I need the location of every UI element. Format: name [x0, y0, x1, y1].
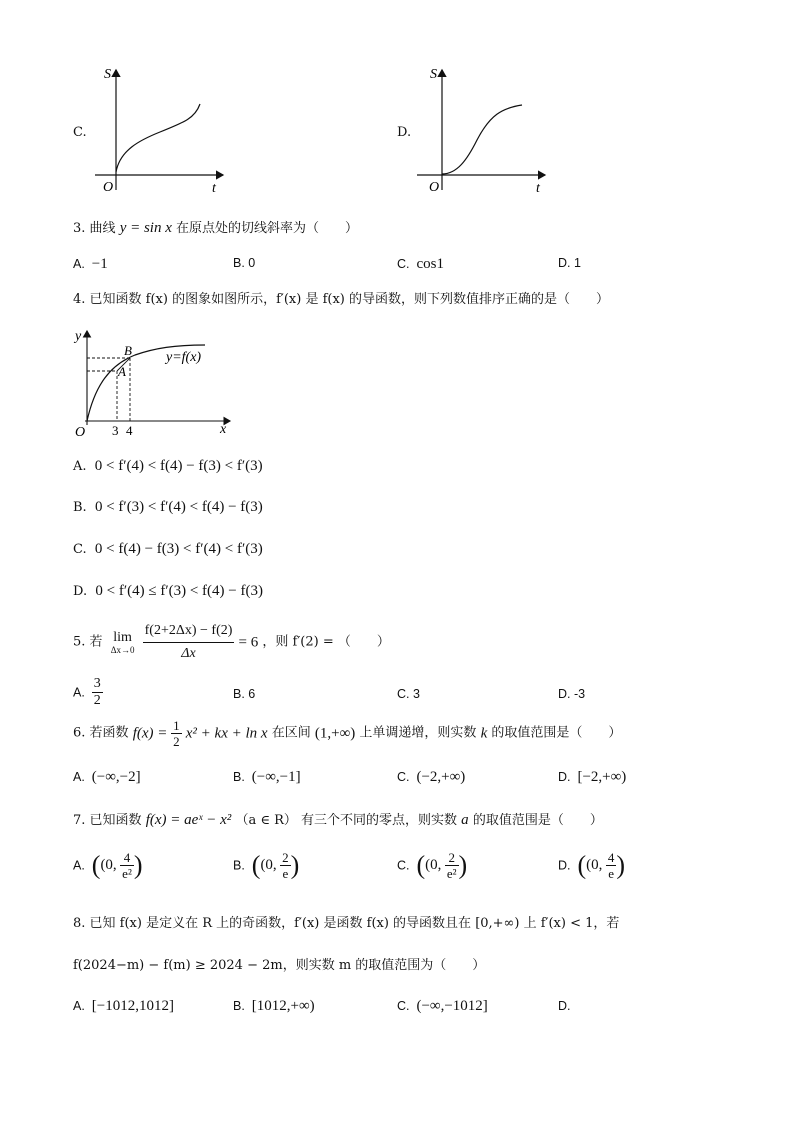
c-axis-t: t	[212, 181, 216, 195]
q6-option-b[interactable]: B. (−∞,−1]	[233, 769, 301, 785]
q4-curve-label: y=f(x)	[166, 350, 202, 365]
q4-tick-3: 3	[112, 423, 119, 438]
d-axis-t: t	[536, 181, 540, 195]
q8-option-a[interactable]: A. [−1012,1012]	[73, 998, 174, 1014]
q7-option-b[interactable]: B. ((0, $\frac{2}{e}$ )	[233, 850, 300, 881]
q3-option-c[interactable]: C. cos1	[397, 256, 444, 272]
q4-y-label: y	[75, 329, 82, 344]
q5-option-a[interactable]: A. $\frac{3}{2}$	[73, 676, 101, 708]
d-origin: O	[429, 180, 440, 195]
q7-option-a[interactable]: A. ((0, $\frac{4}{\text{e²}}$ )	[73, 850, 143, 881]
q5-option-b[interactable]: B. 6	[233, 687, 256, 701]
d-axis-s: S	[430, 67, 437, 82]
q4-origin: O	[75, 425, 86, 440]
q6-stem: 6. 若函数 f(x) = $\frac{1}{2}$ x² + kx + ln x 在区间 (1,+∞) 上单调递增，则实数 k 的取值范围是（ ）	[73, 718, 622, 749]
q8-option-b[interactable]: B. [1012,+∞)	[233, 998, 315, 1014]
c-axis-s: S	[104, 67, 111, 82]
q3-option-b[interactable]: B. 0	[233, 256, 256, 270]
q4-point-a: A	[118, 364, 126, 379]
q4-x-label: x	[220, 422, 227, 437]
q3-option-d[interactable]: D. 1	[558, 256, 581, 270]
q4-tick-4: 4	[126, 423, 133, 438]
graph-option-d	[412, 60, 552, 195]
q8-option-c[interactable]: C. (−∞,−1012]	[397, 998, 488, 1014]
option-c-label: C.	[73, 125, 87, 140]
q4-graph	[70, 325, 240, 440]
q4-option-a[interactable]: A. 0 < f′(4) < f(4) − f(3) < f′(3)	[73, 458, 263, 474]
q5-option-d[interactable]: D. -3	[558, 687, 586, 701]
q5-option-c[interactable]: C. 3	[397, 687, 420, 701]
q4-point-b: B	[124, 343, 132, 358]
q3-option-a[interactable]: A. −1	[73, 256, 108, 272]
q6-option-d[interactable]: D. [−2,+∞)	[558, 769, 627, 785]
graph-option-c	[90, 60, 230, 195]
c-curve	[116, 104, 200, 172]
q6-option-a[interactable]: A. (−∞,−2]	[73, 769, 141, 785]
q7-option-d[interactable]: D. ((0, $\frac{4}{e}$ )	[558, 850, 626, 881]
q8-stem-line2: f(2024−m) − f(m) ≥ 2024 − 2m，则实数 m 的取值范围为（ ）	[73, 958, 486, 973]
q8-stem-line1: 8. 已知 f(x) 是定义在 R 上的奇函数，f′(x) 是函数 f(x) 的导函数且在 [0,+∞) 上 f′(x) < 1，若	[73, 916, 620, 931]
q7-stem: 7. 已知函数 f(x) = aeˣ − x² （a ∈ R） 有三个不同的零点，则实数 a 的取值范围是（ ）	[73, 812, 603, 828]
q7-option-c[interactable]: C. ((0, $\frac{2}{\text{e²}}$ )	[397, 850, 468, 881]
d-curve	[442, 105, 522, 174]
q6-option-c[interactable]: C. (−2,+∞)	[397, 769, 466, 785]
c-origin: O	[103, 180, 114, 195]
q3-stem: 3. 曲线 y = sin x 在原点处的切线斜率为（ ）	[73, 220, 359, 236]
q4-option-c[interactable]: C. 0 < f(4) − f(3) < f′(4) < f′(3)	[73, 541, 263, 557]
option-d-label: D.	[397, 125, 412, 140]
q4-option-b[interactable]: B. 0 < f′(3) < f′(4) < f(4) − f(3)	[73, 499, 263, 515]
q5-stem: 5. 若 lim Δx→0 $\frac{f(2+2\Delta x) - f(2)}{\Delta x}$ = 6 ，则 f′(2) = （ ）	[73, 620, 390, 665]
q4-stem: 4. 已知函数 f(x) 的图象如图所示，f′(x) 是 f(x) 的导函数，则下列数值排序正确的是（ ）	[73, 292, 610, 307]
q4-option-d[interactable]: D. 0 < f′(4) ≤ f′(3) < f(4) − f(3)	[73, 583, 263, 599]
q8-option-d[interactable]: D.	[558, 999, 571, 1013]
